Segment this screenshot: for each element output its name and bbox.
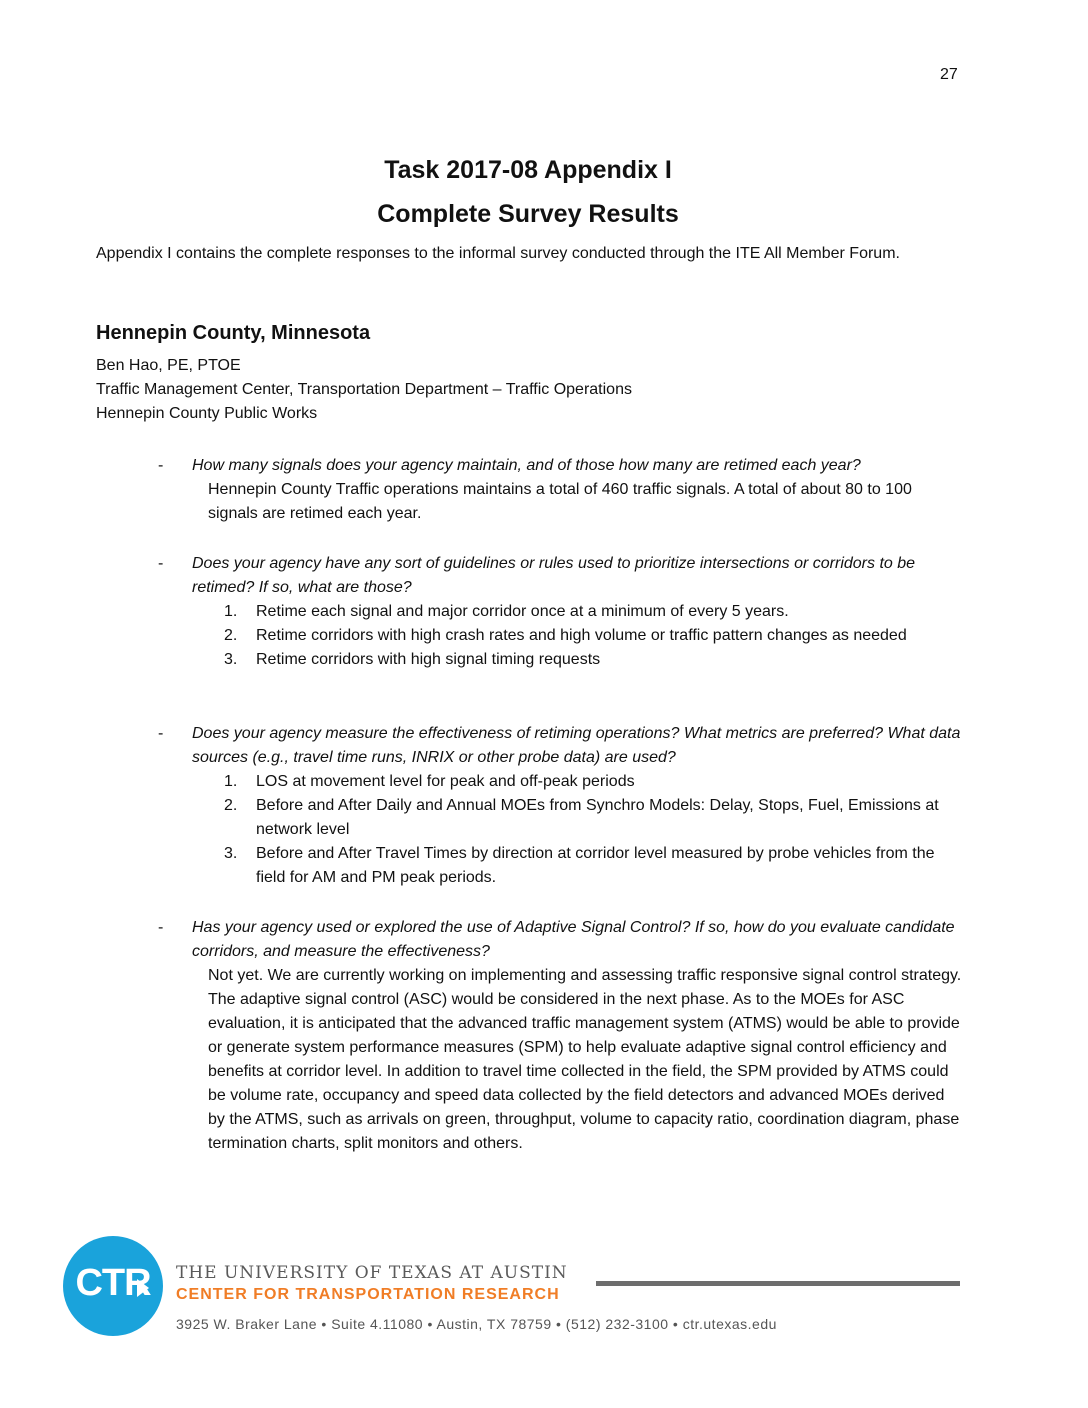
question: Does your agency have any sort of guidelines or rules used to prioritize intersections or corridors to be retimed? If so, what are those? [192, 555, 916, 596]
contact-block [96, 354, 632, 426]
question: How many signals does your agency maintain, and of those how many are retimed each year? [192, 457, 861, 474]
page-subtitle: Complete Survey Results [377, 200, 679, 228]
answer-list [208, 600, 963, 672]
bullet-dash: - [158, 725, 164, 742]
bullet-dash: - [158, 457, 164, 474]
page-number: 27 [940, 66, 958, 83]
list-item: 3. Retime corridors with high signal timing requests [224, 651, 601, 668]
list-item: 3. Before and After Travel Times by direction at corridor level measured by probe vehicles from the field for AM and PM peak periods. [224, 845, 935, 886]
contact-department: Traffic Management Center, Transportation Department – Traffic Operations [96, 381, 632, 398]
footer-address: 3925 W. Braker Lane • Suite 4.11080 • Austin, TX 78759 • (512) 232-3100 • ctr.utexas.edu [176, 1316, 777, 1332]
contact-organization: Hennepin County Public Works [96, 405, 318, 422]
list-item: 1. Retime each signal and major corridor once at a minimum of every 5 years. [224, 603, 789, 620]
bullet-dash: - [158, 555, 164, 572]
question: Has your agency used or explored the use of Adaptive Signal Control? If so, how do you evaluate candidate corridors, and measure the effectiveness? [192, 919, 955, 960]
bullet-dash: - [158, 919, 164, 936]
footer-divider [596, 1281, 960, 1286]
answer: Not yet. We are currently working on implementing and assessing traffic responsive signal control strategy. The adaptive signal control (ASC) would be considered in the next phase. As to the MOEs for ASC evaluation, it is anticipated that the advanced traffic management system (ATMS) would be able to provide or generate system performance measures (SPM) to help evaluate adaptive signal control efficiency and benefits at corridor level. In addition to travel time collected in the field, the SPM provided by ATMS could be volume rate, occupancy and speed data collected by the field detectors and advanced MOEs derived by the ATMS, such as arrivals on green, throughput, volume to capacity ratio, coordination diagram, phase termination charts, split monitors and others. [208, 967, 962, 1152]
answer: Hennepin County Traffic operations maintains a total of 460 traffic signals. A total of about 80 to 100 signals are retimed each year. [208, 481, 912, 522]
page-title: Task 2017-08 Appendix I [384, 156, 672, 184]
agency-heading: Hennepin County, Minnesota [96, 322, 371, 344]
list-item: 1. LOS at movement level for peak and off-peak periods [224, 773, 635, 790]
center-name: CENTER FOR TRANSPORTATION RESEARCH [176, 1286, 560, 1303]
ctr-logo-text: CTR [75, 1262, 151, 1304]
list-item: 2. Before and After Daily and Annual MOEs from Synchro Models: Delay, Stops, Fuel, Emissions at network level [224, 797, 939, 838]
answer-list [208, 770, 963, 890]
arrow-icon [137, 1279, 149, 1297]
ctr-logo [63, 1236, 163, 1336]
list-item: 2. Retime corridors with high crash rates and high volume or traffic pattern changes as needed [224, 627, 907, 644]
university-name: THE UNIVERSITY OF TEXAS AT AUSTIN [176, 1263, 568, 1283]
question: Does your agency measure the effectiveness of retiming operations? What metrics are preferred? What data sources (e.g., travel time runs, INRIX or other probe data) are used? [192, 725, 961, 766]
contact-name: Ben Hao, PE, PTOE [96, 357, 241, 374]
intro-paragraph: Appendix I contains the complete responses to the informal survey conducted through the ITE All Member Forum. [96, 245, 900, 262]
